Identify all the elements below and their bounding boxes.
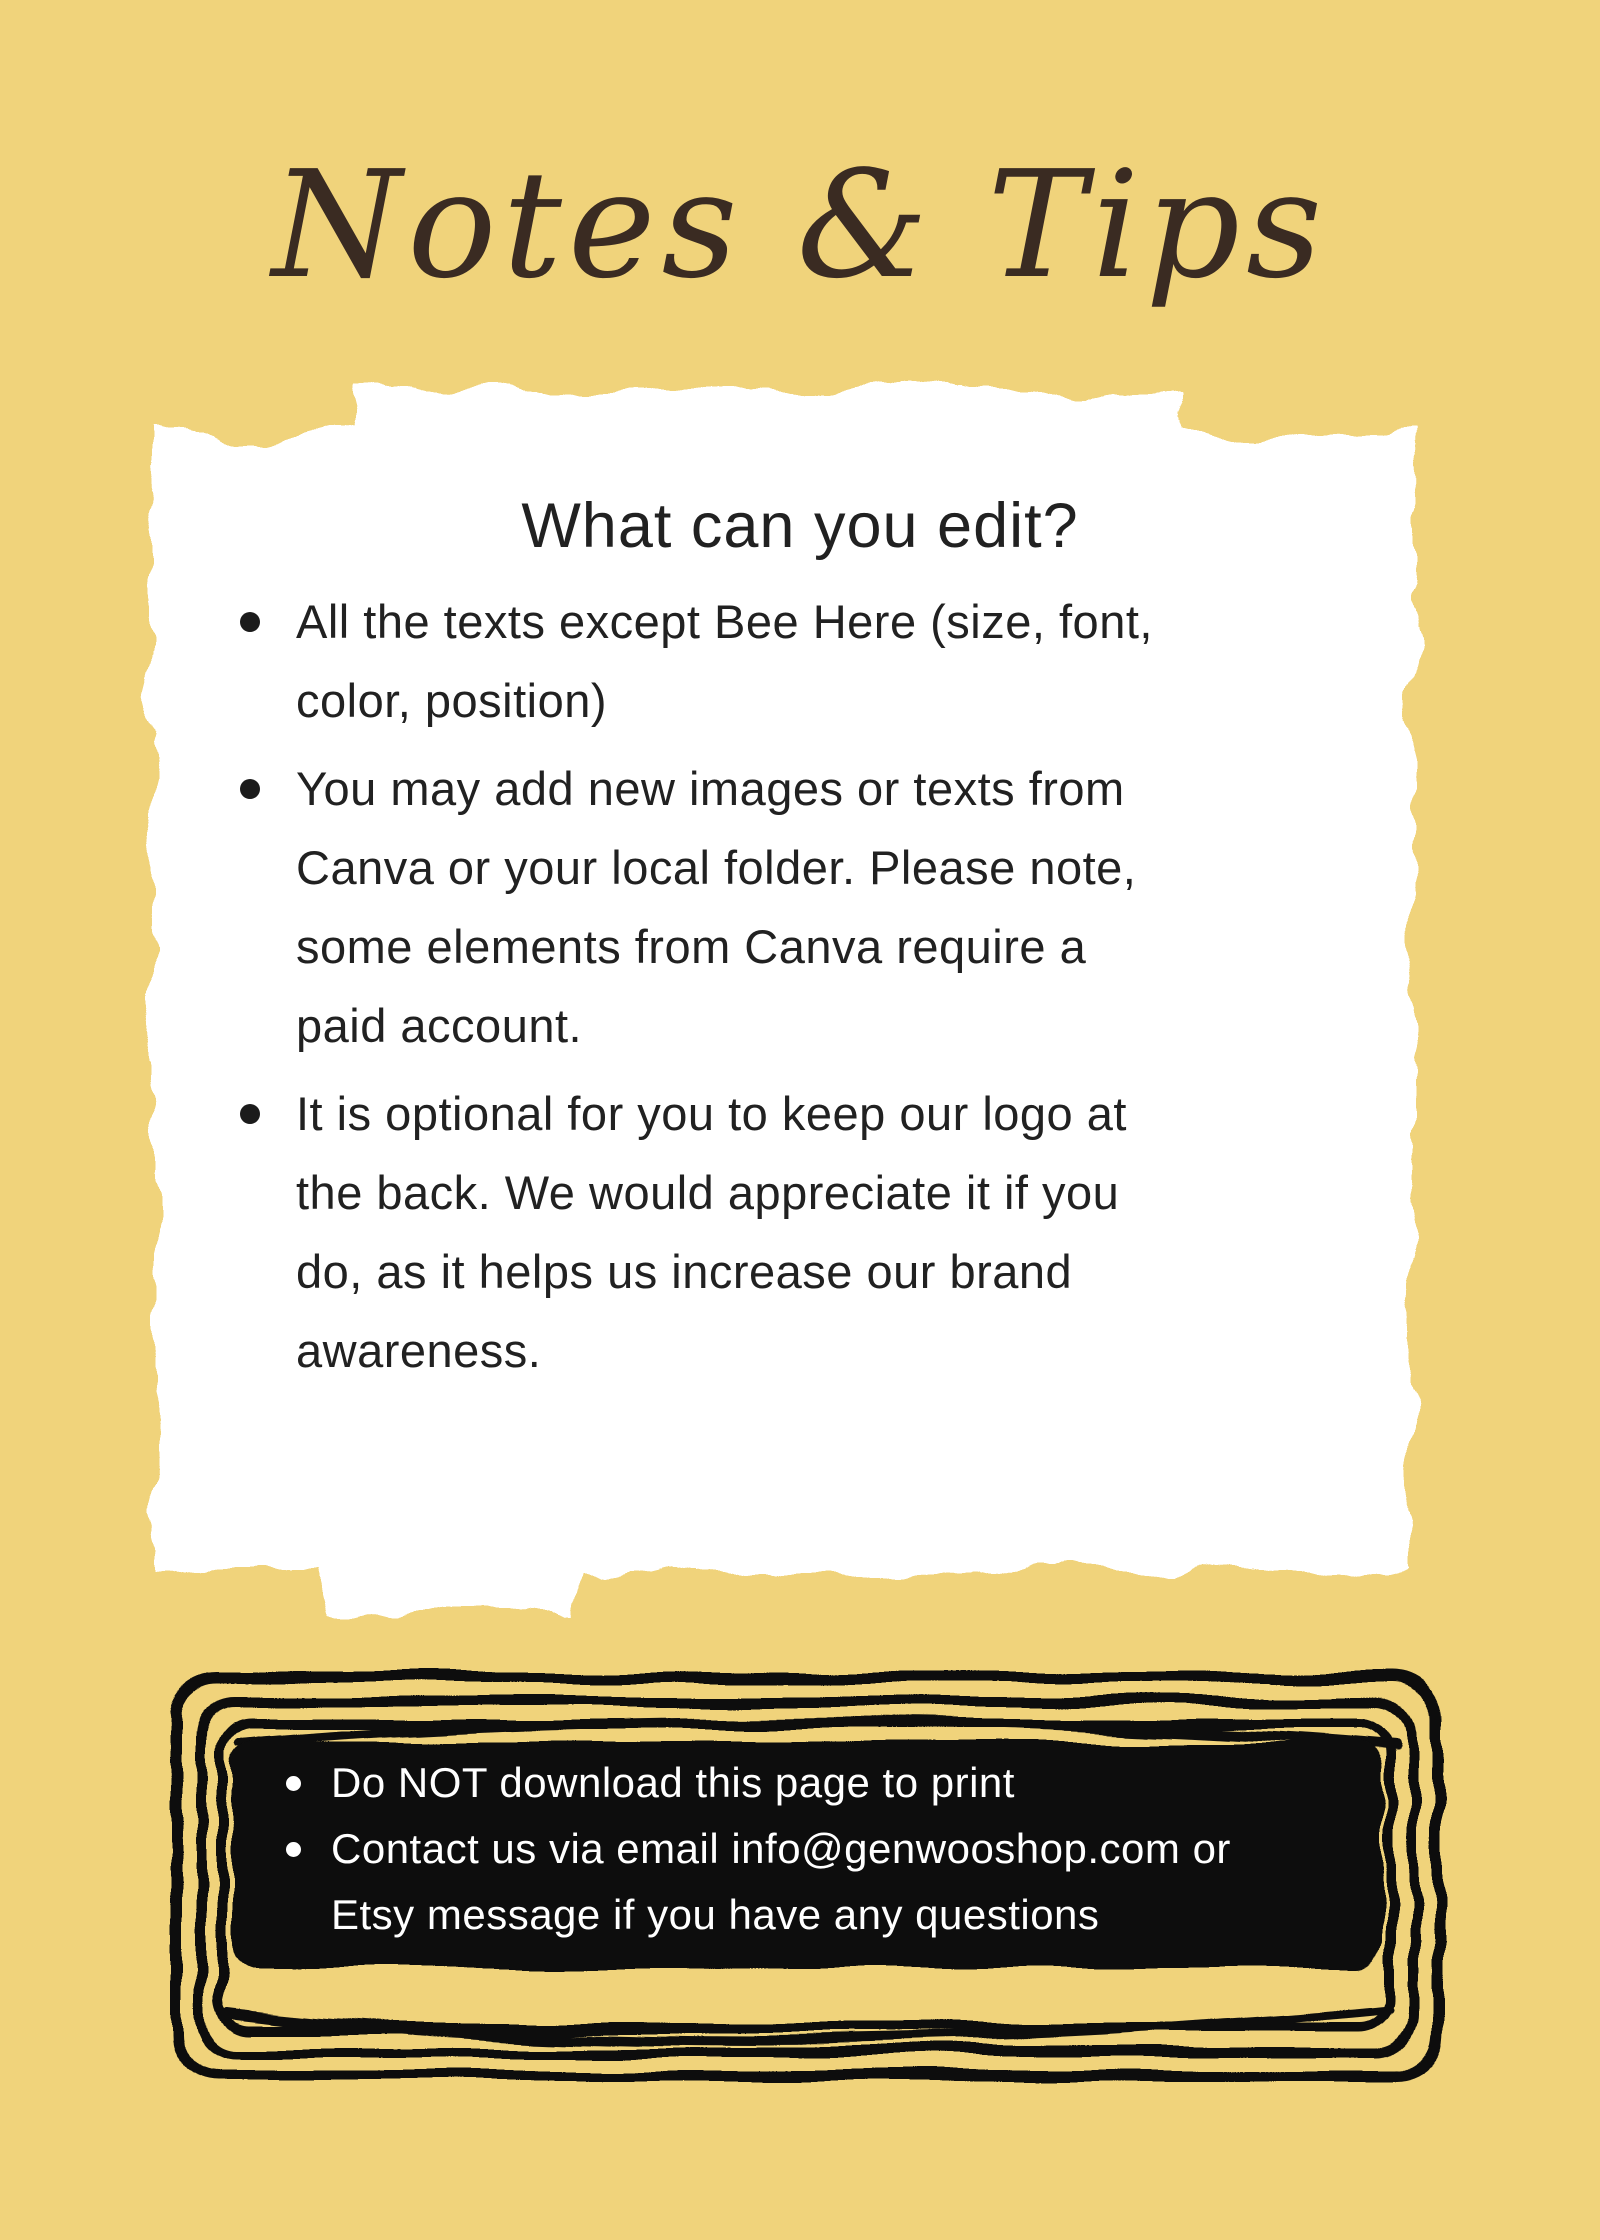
footer-bullet-line: Etsy message if you have any questions <box>331 1891 1100 1938</box>
bullet-dot-icon <box>240 779 260 799</box>
page-title: Notes & Tips <box>271 139 1329 311</box>
footer-bullet-line: Do NOT download this page to print <box>331 1759 1015 1806</box>
card-bullet-line: You may add new images or texts from <box>296 762 1125 815</box>
card-bullet-text <box>296 1074 1127 1390</box>
footer-bullet-item <box>268 1816 1358 1948</box>
card-bullet-item <box>230 1074 1370 1390</box>
footer-bullet-list <box>268 1750 1358 1948</box>
bullet-dot-icon <box>240 612 260 632</box>
footer-bullet-line: Contact us via email info@genwooshop.com or <box>331 1825 1231 1872</box>
card-heading: What can you edit? <box>521 491 1079 561</box>
footer-bullet-text <box>331 1816 1231 1948</box>
footer-bullet-text <box>331 1750 1015 1816</box>
card-bullet-item <box>230 582 1370 740</box>
card-bullet-line: some elements from Canva require a <box>296 920 1087 973</box>
footer-note-box <box>168 1666 1448 2090</box>
card-bullet-line: color, position) <box>296 674 608 727</box>
card-bullet-line: It is optional for you to keep our logo at <box>296 1087 1127 1140</box>
card-bullet-text <box>296 749 1136 1065</box>
footer-content <box>268 1750 1358 1948</box>
bullet-dot-icon <box>286 1842 301 1857</box>
card-bullet-line: Canva or your local folder. Please note, <box>296 841 1137 894</box>
card-bullet-line: awareness. <box>296 1324 542 1377</box>
notes-card <box>118 356 1443 1626</box>
card-content <box>230 490 1370 1399</box>
card-bullet-line: do, as it helps us increase our brand <box>296 1245 1073 1298</box>
card-bullet-item <box>230 749 1370 1065</box>
card-bullet-list <box>230 582 1370 1390</box>
card-bullet-line: All the texts except Bee Here (size, font, <box>296 595 1153 648</box>
bullet-dot-icon <box>286 1776 301 1791</box>
card-bullet-text <box>296 582 1153 740</box>
card-bullet-line: the back. We would appreciate it if you <box>296 1166 1120 1219</box>
bullet-dot-icon <box>240 1104 260 1124</box>
footer-bullet-item <box>268 1750 1358 1816</box>
card-bullet-line: paid account. <box>296 999 583 1052</box>
